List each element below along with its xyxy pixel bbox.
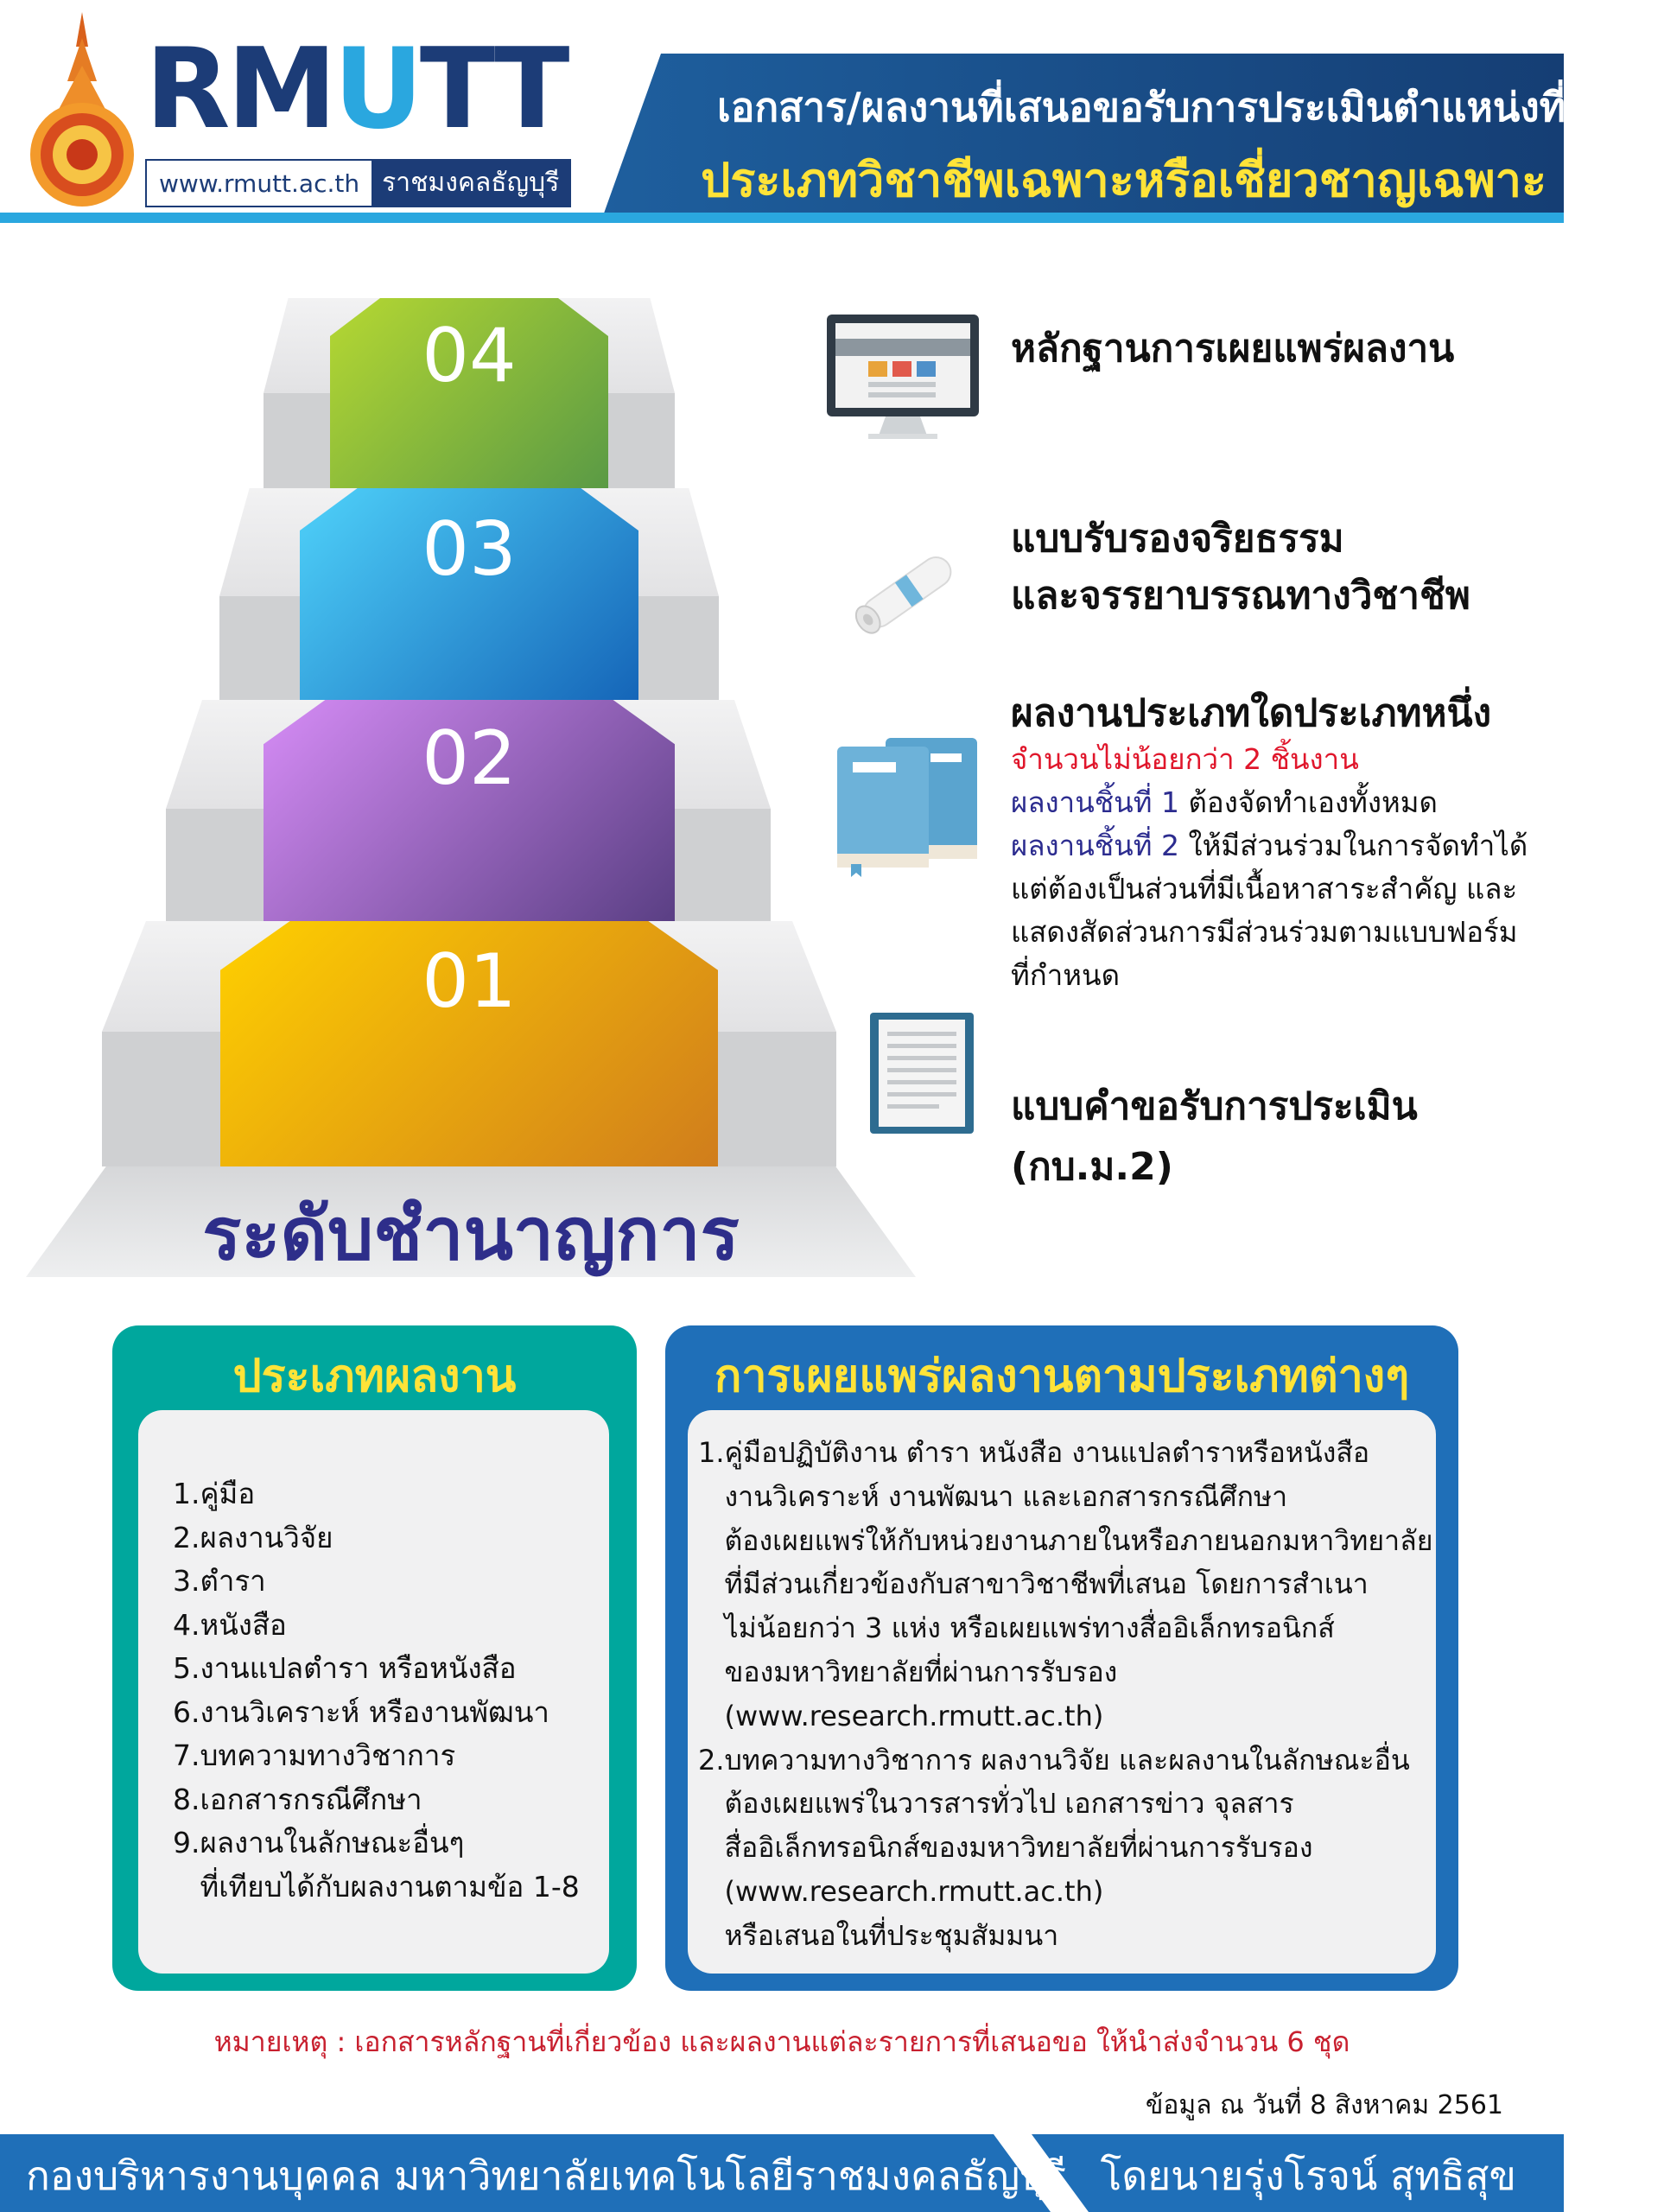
work-types-inner — [138, 1410, 609, 1974]
publication-line: (www.research.rmutt.ac.th) — [698, 1699, 1104, 1732]
works-piece1-label: ผลงานชิ้นที่ 1 — [1011, 785, 1179, 819]
publication-line: (www.research.rmutt.ac.th) — [698, 1874, 1104, 1908]
work-types-heading: ประเภทผลงาน — [232, 1351, 517, 1402]
publication-line: ต้องเผยแพร่ให้กับหน่วยงานภายในหรือภายนอกมหาวิทยาลัย — [698, 1523, 1433, 1557]
list-item: 8.เอกสารกรณีศึกษา — [173, 1782, 422, 1816]
university-seal-icon — [26, 12, 138, 209]
step-3-number: 03 — [422, 506, 517, 593]
list-item: 4.หนังสือ — [173, 1607, 287, 1642]
works-title: ผลงานประเภทใดประเภทหนึ่ง — [1011, 691, 1492, 735]
step-1-number: 01 — [422, 938, 517, 1025]
works-piece1-text: ต้องจัดทำเองทั้งหมด — [1178, 785, 1438, 819]
list-item: 3.ตำรา — [173, 1564, 266, 1598]
works-piece1 — [1011, 779, 1438, 825]
works-line5: แสดงสัดส่วนการมีส่วนร่วมตามแบบฟอร์ม — [1011, 915, 1518, 949]
list-item: 1.คู่มือ — [173, 1477, 256, 1510]
list-item: ที่เทียบได้กับผลงานตามข้อ 1-8 — [173, 1869, 580, 1904]
list-item: 5.งานแปลตำรา หรือหนังสือ — [173, 1651, 517, 1685]
university-tag: ราชมงคลธัญบุรี — [372, 161, 569, 206]
list-item: 9.ผลงานในลักษณะอื่นๆ — [173, 1826, 465, 1859]
works-line6: ที่กำหนด — [1011, 958, 1121, 992]
publication-line: หรือเสนอในที่ประชุมสัมมนา — [698, 1918, 1059, 1952]
publication-heading: การเผยแพร่ผลงานตามประเภทต่างๆ — [714, 1351, 1410, 1402]
form-title: แบบคำขอรับการประเมิน (กบ.ม.2) — [1011, 1084, 1418, 1189]
data-date: ข้อมูล ณ วันที่ 8 สิงหาคม 2561 — [1145, 2090, 1503, 2120]
works-count-note: จำนวนไม่น้อยกว่า 2 ชิ้นงาน — [1011, 742, 1359, 776]
publication-inner — [688, 1410, 1436, 1974]
document-icon — [868, 1011, 975, 1135]
publication-text — [698, 1431, 1432, 1958]
publication-line: ไม่น้อยกว่า 3 แห่ง หรือเผยแพร่ทางสื่ออิเล็กทรอนิกส์ — [698, 1611, 1335, 1645]
header-title-line1: เอกสาร/ผลงานที่เสนอขอรับการประเมินตำแหน่งที่สูงขึ้น — [717, 84, 1664, 130]
rank-label: ระดับชำนาญการ — [202, 1192, 740, 1276]
ethics-title-line1: แบบรับรองจริยธรรม — [1011, 517, 1344, 561]
monitor-icon — [825, 313, 981, 442]
books-icon — [834, 734, 982, 877]
publication-line: 1.คู่มือปฏิบัติงาน ตำรา หนังสือ งานแปลตำราหรือหนังสือ — [698, 1436, 1370, 1469]
works-line4: แต่ต้องเป็นส่วนที่มีเนื้อหาสาระสำคัญ และ — [1011, 872, 1518, 906]
step-2-number: 02 — [422, 715, 517, 802]
note-text: หมายเหตุ : เอกสารหลักฐานที่เกี่ยวข้อง และผลงานแต่ละรายการที่เสนอขอ ให้นำส่งจำนวน 6 ชุด — [213, 2025, 1350, 2058]
publication-line: งานวิเคราะห์ งานพัฒนา และเอกสารกรณีศึกษา — [698, 1479, 1288, 1513]
works-piece2-text: ให้มีส่วนร่วมในการจัดทำได้ — [1178, 829, 1528, 862]
footer-division: กองบริหารงานบุคคล มหาวิทยาลัยเทคโนโลยีราชมงคลธัญบุรี — [26, 2152, 1067, 2199]
step-4-number: 04 — [422, 313, 517, 399]
evidence-title: หลักฐานการเผยแพร่ผลงาน — [1011, 327, 1455, 371]
works-piece2 — [1011, 823, 1527, 868]
header-title-line2: ประเภทวิชาชีพเฉพาะหรือเชี่ยวชาญเฉพาะ — [701, 153, 1547, 207]
website-badge — [145, 159, 571, 207]
footer-author: โดยนายรุ่งโรจน์ สุทธิสุข — [1100, 2152, 1516, 2199]
publication-line: ต้องเผยแพร่ในวารสารทั่วไป เอกสารข่าว จุลสาร — [698, 1787, 1294, 1821]
website-url: www.rmutt.ac.th — [159, 168, 360, 198]
list-item: 7.บทความทางวิชาการ — [173, 1738, 456, 1772]
publication-line: สื่ออิเล็กทรอนิกส์ของมหาวิทยาลัยที่ผ่านการรับรอง — [698, 1831, 1313, 1865]
publication-line: ของมหาวิทยาลัยที่ผ่านการรับรอง — [698, 1655, 1118, 1688]
works-piece2-label: ผลงานชิ้นที่ 2 — [1011, 829, 1179, 862]
work-types-list — [173, 1472, 580, 1909]
publication-line: ที่มีส่วนเกี่ยวข้องกับสาขาวิชาชีพที่เสนอ โดยการสำเนา — [698, 1567, 1369, 1601]
rmutt-logo: RMUTT — [145, 25, 567, 154]
scroll-icon — [840, 536, 969, 648]
list-item: 2.ผลงานวิจัย — [173, 1520, 333, 1554]
publication-line: 2.บทความทางวิชาการ ผลงานวิจัย และผลงานในลักษณะอื่น — [698, 1743, 1410, 1777]
list-item: 6.งานวิเคราะห์ หรืองานพัฒนา — [173, 1694, 549, 1729]
ethics-title-line2: และจรรยาบรรณทางวิชาชีพ — [1011, 574, 1470, 618]
